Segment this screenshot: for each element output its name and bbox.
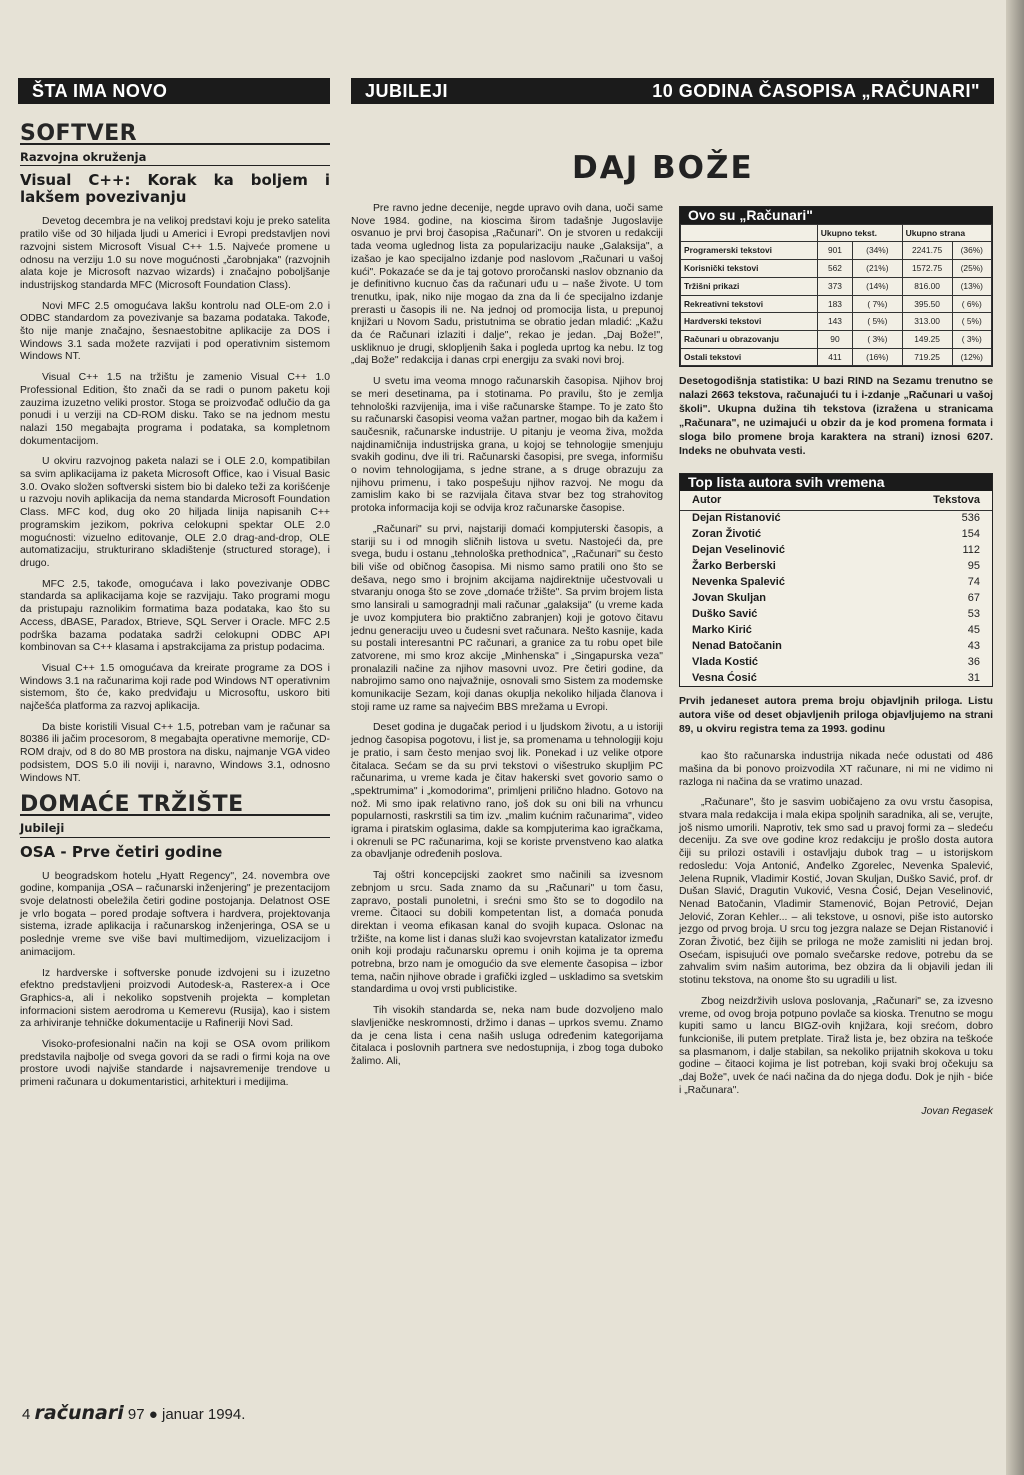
cell: 45 <box>967 623 980 636</box>
table-row <box>681 313 992 331</box>
cell: Programerski tekstovi <box>681 242 818 260</box>
page-number: 4 <box>22 1406 31 1423</box>
box-title: Top lista autora svih vremena <box>680 474 992 491</box>
paragraph: Pre ravno jedne decenije, negde upravo ovih dana, uoči same Nove 1984. godine, na kioscima širom tadašnje Jugoslavije osvanuo je prvi broj časopisa „Računari". On je stvoren u redakciji tada veoma uglednog lista za popularizaciju nauke „Galaksija", a izašao je kao specijalno izdanje pod naslovom „Računari u vašoj kući". Pokazaće se da je taj gotovo proročanski naslov obznanio da je definitivno kucnuo čas da računari uđu u – naše živote. U tom trenutku, ipak, niko nije mogao da zna da li će specijalno izdanje prerasti u časopis ili ne. Na jednoj od promocija lista, u prepunoj knjižari u Novom Sadu, pristutnima se obratio jedan mladić: „Kažu da će Računari izlaziti i dalje", rekao je jedan. „Daj Bože!", uskliknuo je drugi, sklopljenih šaka i pogleda uprtog ka nebu. Iz tog „daj Bože" redakcija i danas crpi energiju za svaki novi broj. <box>351 203 663 367</box>
paragraph: Visoko-profesionalni način na koji se OSA ovom prilikom predstavila najbolje od svega govori da se radi o firmi koja na ove prostore uvodi najviše standarde i najsavremenije trendove u primeni računara u dokumentaristici, arhitekturi i medijima. <box>20 1039 330 1089</box>
cell: ( 6%) <box>952 295 991 313</box>
article-title: OSA - Prve četiri godine <box>20 842 223 861</box>
box-title: Ovo su „Računari" <box>680 207 992 224</box>
paragraph: Da biste koristili Visual C++ 1.5, potreban vam je računar sa 80386 ili jačim procesorom, 8 megabajta operativne memorije, CD-ROM drajv, od 8 do 80 MB prostora na disku, najmanje VGA video podsistem, DOS 5.0 ili noviji i, naravno, Windows 3.1, odnosno Windows NT. <box>20 721 330 784</box>
paragraph: Novi MFC 2.5 omogućava lakšu kontrolu nad OLE-om 2.0 i ODBC standardom za povezivanje sa bazama podataka. Takođe, što nije manje značajno, šesnaestobitne aplikacije za DOS i Windows 3.1 sada možete razvijati i pod operativnim sistemom Windows NT. <box>20 300 330 363</box>
section-title: DOMAĆE TRŽIŠTE <box>20 799 330 816</box>
author-signature: Jovan Regasek <box>921 1105 993 1117</box>
cell: ( 3%) <box>952 330 991 348</box>
cell: 1572.75 <box>902 260 952 278</box>
header-cell: Ukupno tekst. <box>817 224 902 242</box>
cell: 43 <box>967 639 980 652</box>
cell: Računari u obrazovanju <box>681 330 818 348</box>
paragraph: U svetu ima veoma mnogo računarskih časopisa. Njihov broj se meri desetinama, pa i stotinama. Po pravilu, što je zemlja tehnološki razvijenija, ima i više računarske štampe. To je zato što su računarski časopisi veoma važan partner, mogao bih da kažem i saučesnik, računarske industrije. U pitanju je veoma živa, možda najdinamičnija industrijska grana, u kojoj se tehnologije smenjuju svakih godinu, dve ili tri. Računarski časopisi, pre svega, informišu o novim tehnologijama, s jedne strane, a s druge obrazuju za njihovu primenu, i tako pospešuju njihov razvoj. Ne mogu da zamislim kako bi se razvijala čitava stvar bez tog strahovitog protoka informacija koji se odvija kroz računarske časopise. <box>351 376 663 515</box>
cell: Dejan Ristanović <box>692 512 781 525</box>
cell: ( 5%) <box>952 313 991 331</box>
paragraph: Iz hardverske i softverske ponude izdvojeni su i izuzetno efektno predstavljeni proizvodi Autodesk-a, Rasterex-a i Oce Graphics-a, ali i nekoliko sopstvenih projekta – kompletan informacioni sistem aerodroma u Kemerevu (Rusija), kao i sistem za arhiviranje tehničke dokumentacije u Rafineriji Novi Sad. <box>20 967 330 1030</box>
banner-text: ŠTA IMA NOVO <box>32 81 168 101</box>
cell: (34%) <box>853 242 902 260</box>
paragraph: „Računari" su prvi, najstariji domaći kompjuterski časopis, a stariji su i od mnogih sličnih listova u svetu. Nastojeći da, pre svega, budu i ostanu „tehnološka prethodnica", „Računari" su često bili više od običnog časopisa. Mi nismo samo pratili ono što se dešava, nego smo i brojnim akcijama najdirektnije učestvovali u stvaranju onoga što se zove „domaće tržište". Sa prvim brojem lista smo lansirali u samogradnji mali računar „galaksija" (u vreme kada je uvoz kompjutera bio praktično zabranjen) koji je gotovo čitavu jednu generaciju uveo u čudesni svet računara. Neštо kasnije, kada su postali interesantni PC računari, a granice za tu robu opet bile zatvorene, mi smo kroz akcije „Minhenska" i „Singapurska veza" pronalazili načine za njihov masovni uvoz. Pre četiri godine, da nabrojimo samo ono najvažnije, osnovali smo Sistem za modemske komunikacije Sezam, koji danas okuplja nekoliko hiljada članova i stoji rame uz rame sa najvećim BBS mrežama u Evropi. <box>351 523 663 713</box>
table-row <box>680 606 992 622</box>
paragraph: MFC 2.5, takođe, omogućava i lako povezivanje ODBC standarda sa aplikacijama koje se razvijaju. Tako programi mogu da pristupaju raznolikim formatima baza podataka, kao što su Access, dBASE, Paradox, Btrieve, SQL Server i Oracle. MFC 2.5 podrška bazama podataka sadrži celokupni ODBC API kombinovan sa C++ klasama i apstrakcijama za pristup podacima. <box>20 578 330 654</box>
table-row <box>680 622 992 638</box>
paragraph: kao što računarska industrija nikada neće odustati od 486 mašina da bi ponovo proizvodila XT računare, ni mi ne vidimo ni razloga ni načina da se vratimo unazad. <box>679 751 993 788</box>
table-header-row <box>681 224 992 242</box>
table-header-row <box>680 491 992 510</box>
paragraph: Zbog neizdrživih uslova poslovanja, „Računari" se, za izvesno vreme, od ovog broja potpuno povlače sa kioska. Trenutno se mogu kupiti samo u lancu BIGZ-ovih knjižara, koji srećom, dobro funkcioniše, ili putem pretplate. Tiraž lista je, bez obzira na teškoće sa plasmanom, i dalje stabilan, sa nekoliko prijatnih skokova u toku godine – čitaoci kojima je list potreban, koji svaki broj očekuju sa „daj Bože", uvek će naći načina da do njega dođu. Dok je njih - biće i „Računara". <box>679 995 993 1096</box>
paragraph: Visual C++ 1.5 na tržištu je zamenio Visual C++ 1.0 Professional Edition, što znači da se radi o punom paketu koji zauzima izuzetno veliki prostor. Stoga se proizvođač odlučio da ga ponudi i u verziji na CD-ROM disku. Tako se na jednom mestu nalazi 150 megabajta programa i podataka, sa kompletnom dokumentacijom. <box>20 372 330 447</box>
cell: (12%) <box>952 348 991 366</box>
cell: (16%) <box>853 348 902 366</box>
cell: Ostali tekstovi <box>681 348 818 366</box>
cell: 31 <box>967 671 980 684</box>
table-row <box>681 260 992 278</box>
table-row <box>680 574 992 590</box>
stats-box <box>679 206 993 367</box>
cell: Marko Kirić <box>692 623 752 636</box>
cell: 719.25 <box>902 348 952 366</box>
header-cell: Ukupno strana <box>902 224 991 242</box>
header-cell <box>681 224 818 242</box>
section-title: SOFTVER <box>20 128 330 145</box>
cell: Nevenka Spalević <box>692 575 785 588</box>
cell: 74 <box>967 575 980 588</box>
stats-table <box>680 224 992 367</box>
cell: ( 3%) <box>853 330 902 348</box>
cell: 395.50 <box>902 295 952 313</box>
table-row <box>680 590 992 606</box>
article-kicker: Jubileji <box>20 822 330 838</box>
cell: Vlada Kostić <box>692 655 759 668</box>
table-row <box>680 654 992 670</box>
cell: Jovan Skuljan <box>692 591 766 604</box>
top-authors-box <box>679 473 993 687</box>
paragraph: Deset godina je dugačak period i u ljudskom životu, a u istoriji jednog časopisa pogotovu, i list je, sa promenama u tehnologiji koju je pratio, i sam često menjao svoj lik. Ponekad i uz velike otpore čitalaca. Sećam se da su prvi tekstovi o višestruko skupljim PC računarima, u vreme kada je čitav hakerski svet govorio samo o „spektrumima" i „komodorima", primljeni prilično hladno. Gotovo na nož. Mi smo ipak relativno rano, još dok su oni bili na vrhuncu popularnosti, raskrstili sa tim izv. „malim kućnim računarima", video igrama i piratskim oglasima, dakle sa kompjuterima kao igračkama, i okrenuli se PC računarima, koji se koriste prvenstveno kao alatka za obavljanje određenih poslova. <box>351 722 663 861</box>
table-row <box>680 670 992 686</box>
cell: 183 <box>817 295 852 313</box>
paragraph: U beogradskom hotelu „Hyatt Regency", 24. novembra ove godine, kompanija „OSA – računarski inženjering" je prezentacijom svoje delatnosti obeležila četiri godine postojanja. Delatnost OSE je vrlo bogata – pored prodaje softvera i hardvera, projektovanja sistema, izrade aplikacija i računarskog inženjeringa, OSA se u poslednje vreme sve više bavi multimedijom, vizuelizacijom i animacijom. <box>20 870 330 958</box>
cell: Nenad Batočanin <box>692 639 782 652</box>
cell: Žarko Berberski <box>692 559 776 572</box>
table-row <box>681 330 992 348</box>
paragraph: Tih visokih standarda se, neka nam bude dozvoljeno malo slavljeničke neskromnosti, držimo i danas – uprkos svemu. Znamo da je cena lista i cena naših usluga određenim kategorijama čitalaca i poslovnih partnera sve nedostupnija, i zbog toga duboko žalimo. Ali, <box>351 1005 663 1067</box>
article-headline: DAJ BOŽE <box>572 150 754 186</box>
table-row <box>680 558 992 574</box>
cell: Dejan Veselinović <box>692 543 785 556</box>
cell: (25%) <box>952 260 991 278</box>
cell: Tržišni prikazi <box>681 277 818 295</box>
table-row <box>681 277 992 295</box>
section-banner-jubileji <box>351 78 994 104</box>
authors-table <box>680 491 992 686</box>
cell: (14%) <box>853 277 902 295</box>
cell: 816.00 <box>902 277 952 295</box>
cell: 112 <box>962 543 980 556</box>
paragraph: „Računare", što je sasvim uobičajeno za ovu vrstu časopisa, stvara mala redakcija i mala ekipa spoljnih saradnika, ali se, verujte, još nismo umorili. Naprotiv, tek smo sad u pravoj formi za – sledeću deceniju. Za sve ove godine kroz redakciju je prošlo dosta autora čiji su prilozi ostavili i ostavljaju dubok trag – u istorijskom redosledu: Voja Antonić, Anđelko Zgorelec, Nevenka Spalević, Jelena Rupnik, Vladimir Kostić, Jovan Skuljan, Duško Savić, prof. dr Dušan Slavić, Dragutin Vuković, Vesna Ćosić, Dejan Veselinović, Nenad Batočanin, Vladimir Stamenović, Bojan Petrović, Dejan Jelović, Zoran Kehler... – ali tekstove, u osnovi, piše isto autorsko jezgo od prvog broja. U srcu tog jezgra nalaze se Dejan Ristanović i Zoran Životić, bez čijih se priloga ne može zamisliti ni jedan broj. Osećam, ispisujući ove pomalo svečarske redove, potrebu da se zahvalim svim našim autorima, bez obzira da li objavili jedan ili stotinu tekstova, na onome što su ugradili u list. <box>679 797 993 987</box>
banner-text-jubileji: JUBILEJI <box>365 81 449 101</box>
column-sidebar <box>679 206 993 1118</box>
cell: Duško Savić <box>692 607 758 620</box>
cell: 411 <box>817 348 852 366</box>
cell: 149.25 <box>902 330 952 348</box>
article-kicker: Razvojna okruženja <box>20 151 330 167</box>
page-footer <box>22 1402 245 1424</box>
cell: 562 <box>817 260 852 278</box>
authors-caption: Prvih jedaneset autora prema broju objavljnih priloga. Listu autora više od deset objavljenih priloga objavljujemo na strani 89, u okviru registra tema za 1993. godinu <box>679 696 993 736</box>
cell: 95 <box>967 559 980 572</box>
table-row <box>680 638 992 654</box>
header-cell: Tekstova <box>874 491 992 510</box>
cell: ( 7%) <box>853 295 902 313</box>
table-row <box>680 526 992 542</box>
cell: Vesna Ćosić <box>692 671 757 684</box>
cell: 36 <box>967 655 980 668</box>
cell: (21%) <box>853 260 902 278</box>
paragraph: U okviru razvojnog paketa nalazi se i OLE 2.0, kompatibilan sa svim aplikacijama iz paketa Microsoft Office, kao i Visual Basic 3.0. Ovako složen softverski sistem bio bi daleko teži za korišćenje u razvoju novih aplikacija da nema standarda Microsoft Foundation Class. MFC kod, dug oko 20 hiljada linija napisanih C++ programskim jezikom, pokriva celokupni spektar OLE 2.0 mogućnosti: vizuelno editovanje, OLE 2.0 drag-and-drop, OLE automatizaciju, strukturirano skladištenje (structured storage), i drugo. <box>20 456 330 569</box>
cell: 313.00 <box>902 313 952 331</box>
cell: 67 <box>967 591 980 604</box>
cell: 154 <box>961 527 980 540</box>
table-row <box>681 348 992 366</box>
banner-text-10-godina: 10 GODINA ČASOPISA „RAČUNARI" <box>652 81 980 101</box>
cell: Korisnički tekstovi <box>681 260 818 278</box>
cell: 536 <box>961 512 980 525</box>
cell: ( 5%) <box>853 313 902 331</box>
column-daj-boze <box>351 203 663 1077</box>
magazine-brand: računari <box>34 1402 124 1424</box>
cell: Rekreativni tekstovi <box>681 295 818 313</box>
header-cell: Autor <box>680 491 874 510</box>
cell: (36%) <box>952 242 991 260</box>
issue-info: 97 ● januar 1994. <box>127 1406 246 1423</box>
paragraph: Visual C++ 1.5 omogućava da kreirate programe za DOS i Windows 3.1 na računarima koji rade pod Windows NT operativnim sistemom, što će, kako predviđaju u Microsoftu, uskoro biti najčešća platforma za razvoj aplikacija. <box>20 662 330 713</box>
section-banner-sta-ima-novo <box>18 78 330 104</box>
cell: 373 <box>817 277 852 295</box>
table-row <box>681 295 992 313</box>
table-row <box>680 510 992 526</box>
table-row <box>680 542 992 558</box>
stats-caption: Desetogodišnja statistika: U bazi RIND na Sezamu trenutno se nalazi 2663 tekstova, računajući tu i i-zdanje „Računari u vašoj školi". Ukupna dužina tih tekstova (izražena u stranicama „Računara", ne uzimajući u obzir da je kod promena formata i sloga bilo promene broja karaktera na strani) iznosi 6207. Indeks ne obuhvata vesti. <box>679 376 993 458</box>
paragraph: Taj oštri koncepcijski zaokret smo načinili sa izvesnom zebnjom u srcu. Sada znamo da su „Računari" u tom času, zapravo, postali punoletni, i srećni smo što se to dogodilo na vreme. Čitaoci su dobili kompetentan list, a domaća ponuda direktan i veoma efikasan kanal do svojih kupaca. Oslonac na tržište, na kome list i danas služi kao svojevrstan katalizator između onih koji prodaju računarsku opremu i onih kojima je ta oprema potrebna, brzo nam je omogućio da sve elemente časopisa – izbor tema, način njihove obrade i grafički izgled – uskladimo sa svetskim standardima u ovoj vrsti publicistike. <box>351 870 663 996</box>
cell: 2241.75 <box>902 242 952 260</box>
cell: Hardverski tekstovi <box>681 313 818 331</box>
article-title: Visual C++: Korak ka boljem i lakšem povezivanju <box>20 171 330 207</box>
cell: Zoran Životić <box>692 527 762 540</box>
cell: 901 <box>817 242 852 260</box>
column-softver <box>20 121 330 1098</box>
cell: 143 <box>817 313 852 331</box>
page-fold-edge <box>1006 0 1024 1475</box>
cell: 90 <box>817 330 852 348</box>
cell: (13%) <box>952 277 991 295</box>
cell: 53 <box>967 607 980 620</box>
paragraph: Devetog decembra je na velikoj predstavi koju je preko satelita pratilo više od 30 hiljada ljudi u Americi i Evropi predstavljen novi razvojni sistem Microsoft Visual C++ 1.5. Najveće promene u odnosu na verziju 1.0 su nove mogućnosti „čarobnjaka" (razvojnih alata koje je Microsoft nazvao wizards) i značajno poboljšanje industrijskog standarda MFC (Microsoft Foundation Class). <box>20 216 330 291</box>
table-row <box>681 242 992 260</box>
